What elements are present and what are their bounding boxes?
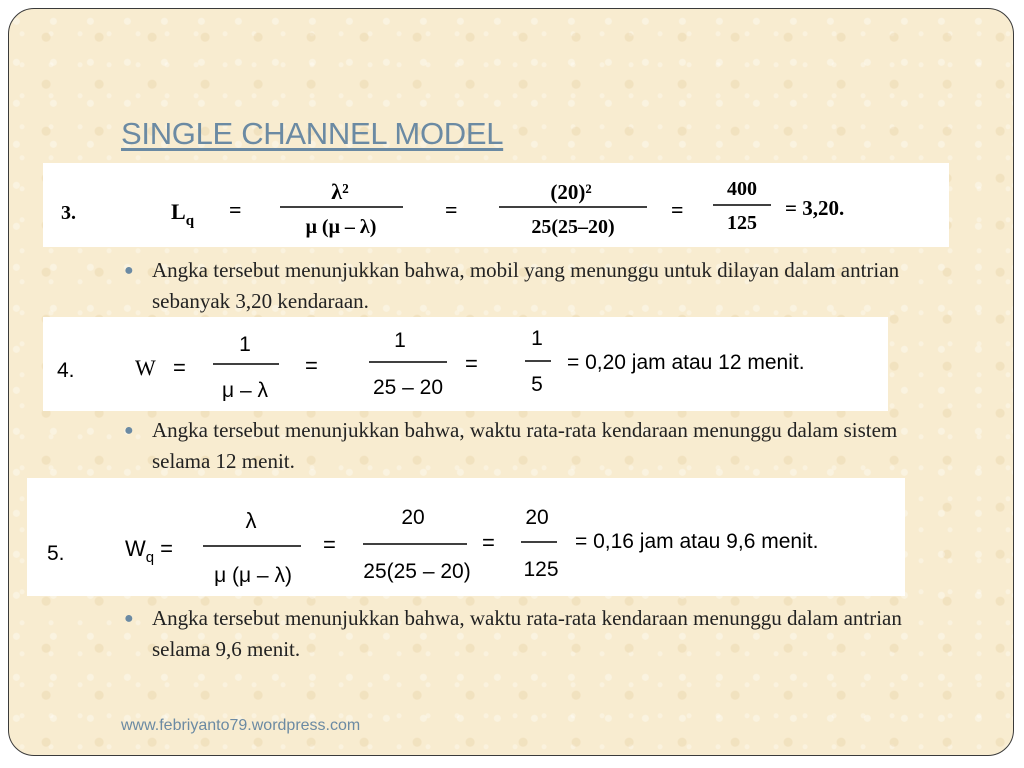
fraction-numerator: λ² xyxy=(331,179,349,204)
bullet-text: Angka tersebut menunjukkan bahwa, waktu rata-rata kendaraan menunggu dalam sistem selama 12 menit. xyxy=(152,418,898,473)
bullet-text: Angka tersebut menunjukkan bahwa, waktu rata-rata kendaraan menunggu dalam antrian selama 9,6 menit. xyxy=(152,606,902,661)
footer-url: www.febriyanto79.wordpress.com xyxy=(121,717,361,734)
bullet-dot-icon: ● xyxy=(124,610,134,627)
bullet-dot-icon: ● xyxy=(124,262,134,279)
equation-result: = 0,20 jam atau 12 menit. xyxy=(567,351,805,374)
equation-5-image xyxy=(27,478,905,596)
fraction-denominator: μ (μ – λ) xyxy=(214,564,292,587)
equals-sign: = xyxy=(671,197,684,222)
equation-3-image xyxy=(43,163,949,247)
fraction-denominator: 25(25 – 20) xyxy=(363,560,471,583)
slide xyxy=(8,8,1014,756)
fraction-numerator: λ xyxy=(245,508,257,533)
fraction-numerator: 20 xyxy=(401,506,425,529)
fraction-denominator: 125 xyxy=(727,212,757,234)
equation-number: 4. xyxy=(57,359,75,382)
eq5-lhs: $W_q$ = xyxy=(125,536,173,566)
bullet-item xyxy=(124,255,924,317)
equation-number: 3. xyxy=(61,202,76,224)
eq4-lhs: W xyxy=(135,355,156,380)
equals-sign: = xyxy=(482,530,495,555)
fraction-denominator: 25 – 20 xyxy=(372,376,444,399)
equals-sign: = xyxy=(445,197,458,222)
eq3-lhs: $L_q$ xyxy=(171,199,195,229)
equals-sign: = xyxy=(229,197,242,222)
fraction-numerator: (20)² xyxy=(550,180,592,204)
fraction-denominator: μ – λ xyxy=(222,379,268,402)
equals-sign: = xyxy=(305,353,318,378)
equation-4-image xyxy=(43,317,888,411)
fraction-numerator: 1 xyxy=(394,329,406,352)
equation-result: = 3,20. xyxy=(785,196,845,220)
bullet-item xyxy=(124,603,924,665)
fraction-numerator: 1 xyxy=(239,333,251,356)
fraction-denominator: 25(25–20) xyxy=(531,216,615,238)
fraction-numerator: 1 xyxy=(531,327,543,350)
bullet-item xyxy=(124,415,924,477)
slide-title: SINGLE CHANNEL MODEL xyxy=(121,116,504,151)
equals-sign: = xyxy=(323,532,336,557)
equals-sign: = xyxy=(173,355,186,380)
fraction-numerator: 20 xyxy=(525,506,549,529)
fraction-denominator: 125 xyxy=(523,558,559,581)
fraction-denominator: μ (μ – λ) xyxy=(305,216,377,238)
fraction-denominator: 5 xyxy=(531,373,543,396)
equals-sign: = xyxy=(465,351,478,376)
equation-result: = 0,16 jam atau 9,6 menit. xyxy=(575,530,819,553)
bullet-text: Angka tersebut menunjukkan bahwa, mobil yang menunggu untuk dilayan dalam antrian sebanyak 3,20 kendaraan. xyxy=(152,258,900,313)
bullet-dot-icon: ● xyxy=(124,422,134,439)
fraction-numerator: 400 xyxy=(727,178,757,200)
equation-number: 5. xyxy=(47,542,65,565)
